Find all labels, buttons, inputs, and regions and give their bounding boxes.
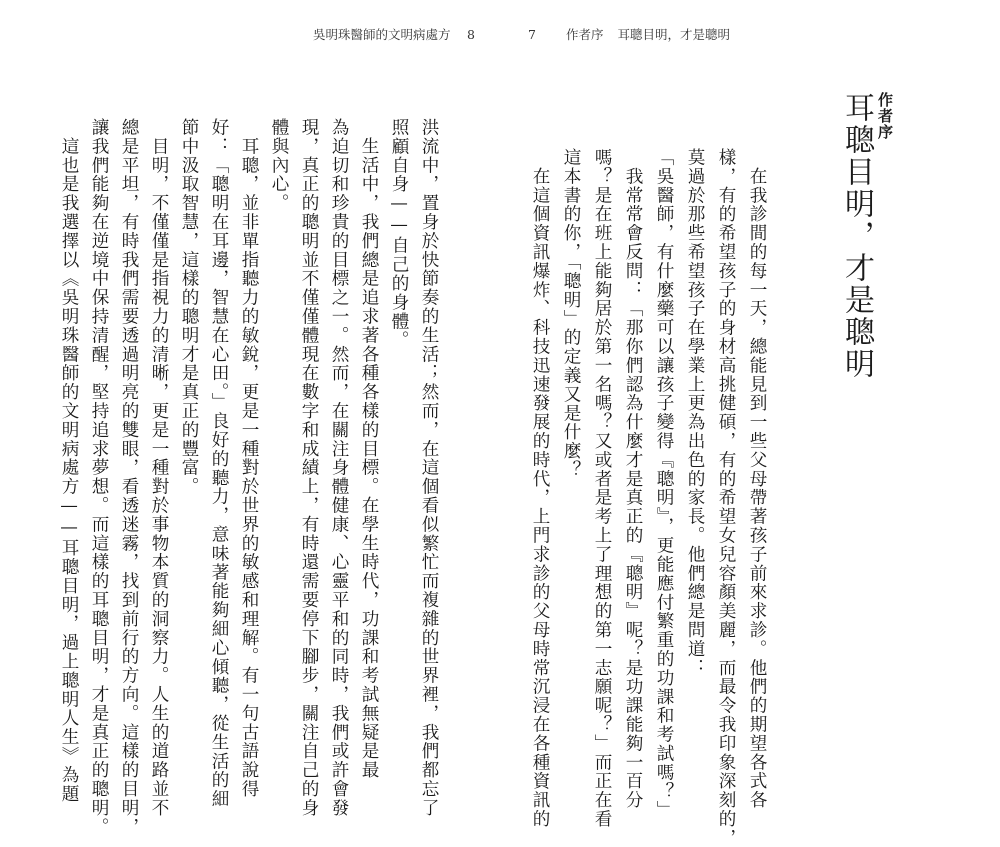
right-page-column: 「吳醫師，有什麼藥可以讓孩子變得『聰明』，更能應付繁重的功課和考試嗎？」 [654,148,674,820]
left-page-column: 生活中，我們總是追求著各種各樣的目標。在學生時代，功課和考試無疑是最 [359,118,379,780]
right-page-column: 我常常會反問：「那你們認為什麼才是真正的『聰明』呢？是功課能夠一百分 [623,148,643,810]
preface-label: 作者序 [876,92,894,140]
left-page-column: 洪流中，置身於快節奏的生活；然而，在這個看似繁忙而複雜的世界裡，我們都忘了 [419,118,439,818]
left-page-column: 好：「聰明在耳邊，智慧在心田。」良好的聽力，意味著能夠細心傾聽，從生活的細 [209,118,229,809]
left-page-column: 為迫切和珍貴的目標之一。然而，在關注身體健康、心靈平和的同時，我們或許會發 [329,118,349,818]
chapter-title: 耳聰目明，才是聰明 [839,92,874,380]
right-page-column: 樣，有的希望孩子的身材高挑健碩，有的希望女兒容顏美麗，而最令我印象深刻的， [716,148,736,847]
right-page-column: 在這個資訊爆炸、科技迅速發展的時代，上門求診的父母時常沉浸在各種資訊的 [530,148,550,829]
left-running-head-title: 吳明珠醫師的文明病處方 [313,27,451,42]
right-page-column: 莫過於那些希望孩子在學業上更為出色的家長。他們總是問道： [685,148,705,678]
right-running-head-chapter: 耳聰目明，才是聰明 [617,27,731,42]
right-running-head-section: 作者序 [566,27,604,42]
left-page-number: 8 [467,27,475,42]
left-page-column: 耳聰，並非單指聽力的敏銳，更是一種對於世界的敏感和理解。有一句古語說得 [239,118,259,799]
left-page-column: 節中汲取智慧，這樣的聰明才是真正的豐富。 [179,118,199,496]
left-page-column: 體與內心。 [269,118,289,213]
right-page-column: 在我診間的每一天，總能見到一些父母帶著孩子前來求診。他們的期望各式各 [747,148,767,810]
left-page-column: 照顧自身——自己的身體。 [389,118,409,350]
left-page-column: 這也是我選擇以《吳明珠醫師的文明病處方——耳聰目明，過上聰明人生》為題 [59,118,79,804]
left-page-column: 讓我們能夠在逆境中保持清醒，堅持追求夢想。而這樣的耳聰目明，才是真正的聰明。 [89,118,109,837]
right-running-head [566,27,730,43]
left-page-column: 總是平坦，有時我們需要透過明亮的雙眼，看透迷霧，找到前行的方向。這樣的目明， [119,118,139,837]
right-page-number: 7 [528,27,536,42]
right-page-column: 嗎？是在班上能夠居於第一名嗎？又或者是考上了理想的第一志願呢？」而正在看 [592,148,612,829]
left-page-column: 目明，不僅僅是指視力的清晰，更是一種對於事物本質的洞察力。人生的道路並不 [149,118,169,818]
left-page-column: 現，真正的聰明並不僅僅體現在數字和成績上，有時還需要停下腳步，關注自己的身 [299,118,319,818]
right-page-column: 這本書的你，「聰明」的定義又是什麼？ [561,148,581,480]
